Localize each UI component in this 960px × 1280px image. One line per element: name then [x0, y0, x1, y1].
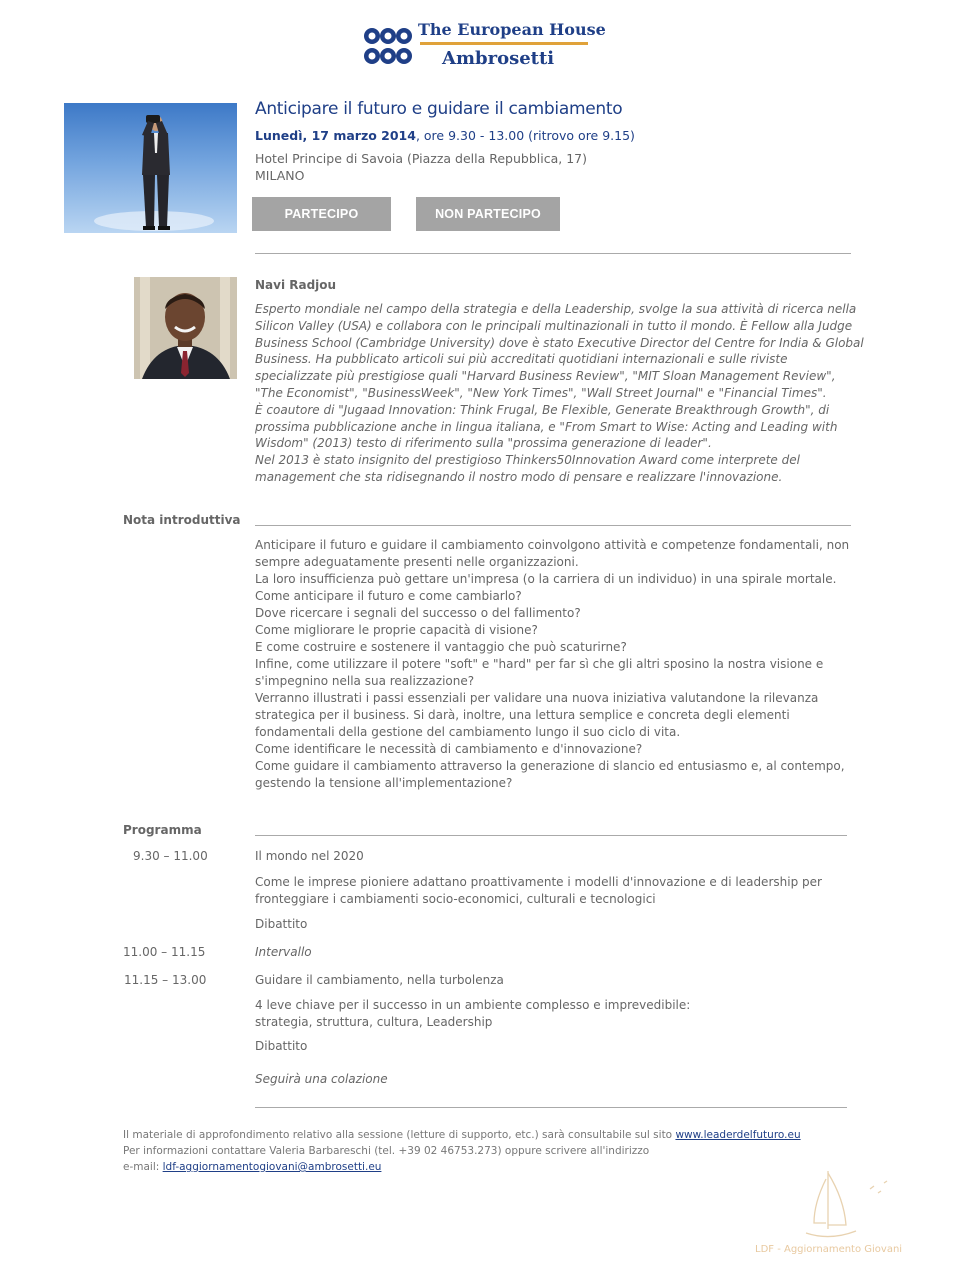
program-title: Il mondo nel 2020 — [255, 849, 364, 863]
program-debate: Dibattito — [255, 917, 308, 931]
footer-text: Il materiale di approfondimento relativo alla sessione (letture di supporto, etc.) sarà consultabile sul sito — [123, 1129, 676, 1141]
intro-paragraph: Come identificare le necessità di cambiamento e d'innovazione? — [255, 742, 643, 756]
intro-paragraph: Verranno illustrati i passi essenziali per validare una nuova iniziativa valutandone la rilevanza strategica per il business. Si darà, inoltre, una lettura semplice e concreta degli elementi fondamentali della gestione del cambiamento lungo il suo ciclo di vita. — [255, 691, 819, 739]
intro-label: Nota introduttiva — [123, 513, 241, 527]
event-venue: Hotel Principe di Savoia (Piazza della Repubblica, 17) — [255, 151, 587, 166]
intro-paragraph: Anticipare il futuro e guidare il cambiamento coinvolgono attività e competenze fondamentali, non sempre adeguatamente presenti nelle organizzazioni. — [255, 538, 850, 569]
program-note: Seguirà una colazione — [255, 1072, 388, 1086]
intro-paragraph: Dove ricercare i segnali del successo o del fallimento? — [255, 606, 581, 620]
email-label: e-mail: — [123, 1161, 163, 1173]
program-description: 4 leve chiave per il successo in un ambiente complesso e imprevedibile: — [255, 998, 691, 1012]
speaker-bio-paragraph: È coautore di "Jugaad Innovation: Think Frugal, Be Flexible, Generate Breakthrough Growth", di prossima pubblicazione anche in lingua italiana, e "From Smart to Wise: Acting and Leading with Wisdom" (2013) testo di riferimento sulla "prossima generazione di leader". — [255, 402, 838, 451]
logo-line1: The European House — [418, 20, 606, 39]
speaker-portrait-illustration — [134, 277, 237, 379]
intro-paragraph: Come migliorare le proprie capacità di visione? — [255, 623, 538, 637]
program-title: Intervallo — [255, 945, 312, 959]
speaker-bio-paragraph: Esperto mondiale nel campo della strategia e della Leadership, svolge la sua attività di ricerca nella Silicon Valley (USA) e collabora con le principali multinazionali in tutto il mondo. È Fellow alla Judge Business School (Cambridge University) dove è stato Executive Director del Centre for India & Global Business. Ha pubblicato articoli sui più accreditati quotidiani internazionali e sulle riviste specializzate più prestigiose quali "Harvard Business Review", "MIT Sloan Management Review", "The Economist", "BusinessWeek", "New York Times", "Wall Street Journal" e "Financial Times". — [255, 302, 864, 400]
program-time: 9.30 – 11.00 — [133, 849, 208, 863]
speaker-name: Navi Radjou — [255, 278, 337, 292]
footer-line — [123, 1159, 883, 1175]
participate-button[interactable]: PARTECIPO — [252, 197, 391, 231]
not-participate-button[interactable]: NON PARTECIPO — [416, 197, 560, 231]
website-link[interactable]: www.leaderdelfuturo.eu — [675, 1129, 801, 1141]
ldf-caption: LDF - Aggiornamento Giovani — [755, 1244, 903, 1255]
intro-paragraph: Come guidare il cambiamento attraverso la generazione di slancio ed entusiasmo e, al contempo, gestendo la tensione all'implementazione? — [255, 759, 845, 790]
logo-line2: Ambrosetti — [442, 48, 555, 69]
footer-line: Per informazioni contattare Valeria Barbareschi (tel. +39 02 46753.273) oppure scrivere all'indirizzo — [123, 1145, 650, 1157]
intro-paragraph: Infine, come utilizzare il potere "soft" e "hard" per far sì che gli altri sposino la nostra visione e s'impegnino nella sua realizzazione? — [255, 657, 824, 688]
binoculars-man-illustration — [64, 103, 237, 233]
logo-rule — [420, 42, 588, 45]
footer-line — [123, 1127, 883, 1143]
intro-paragraph: E come costruire e sostenere il vantaggio che può scaturirne? — [255, 640, 627, 654]
ambrosetti-logo-icon — [360, 24, 416, 68]
ambrosetti-logo — [360, 18, 606, 72]
divider — [255, 1107, 847, 1108]
intro-paragraph: La loro insufficienza può gettare un'impresa (o la carriera di un individuo) in una spirale mortale. — [255, 572, 837, 586]
event-date — [255, 128, 635, 143]
footer — [123, 1127, 883, 1175]
speaker-bio — [255, 301, 865, 486]
program-description: Come le imprese pioniere adattano proattivamente i modelli d'innovazione e di leadership per fronteggiare i cambiamenti socio-economici, culturali e tecnologici — [255, 875, 822, 906]
email-link[interactable]: ldf-aggiornamentogiovani@ambrosetti.eu — [162, 1161, 382, 1173]
speaker-bio-paragraph: Nel 2013 è stato insignito del prestigioso Thinkers50Innovation Award come interprete del management che sta ridisegnando il nostro modo di pensare e realizzare l'innovazione. — [255, 453, 800, 484]
event-city: MILANO — [255, 168, 305, 183]
intro-text — [255, 537, 867, 792]
speaker-photo — [134, 277, 237, 379]
program-time: 11.00 – 11.15 — [123, 945, 206, 959]
program-time: 11.15 – 13.00 — [124, 973, 207, 987]
intro-paragraph: Come anticipare il futuro e come cambiarlo? — [255, 589, 522, 603]
program-title: Guidare il cambiamento, nella turbolenza — [255, 973, 504, 987]
program-debate: Dibattito — [255, 1039, 308, 1053]
divider — [255, 525, 851, 526]
event-date-time: , ore 9.30 - 13.00 (ritrovo ore 9.15) — [415, 128, 635, 143]
program-description: strategia, struttura, cultura, Leadership — [255, 1015, 493, 1029]
divider — [255, 253, 851, 254]
event-date-day: Lunedì, 17 marzo 2014 — [255, 128, 416, 143]
hero-image — [64, 103, 237, 233]
event-title: Anticipare il futuro e guidare il cambiamento — [255, 99, 623, 119]
divider — [255, 835, 847, 836]
program-label: Programma — [123, 823, 202, 837]
